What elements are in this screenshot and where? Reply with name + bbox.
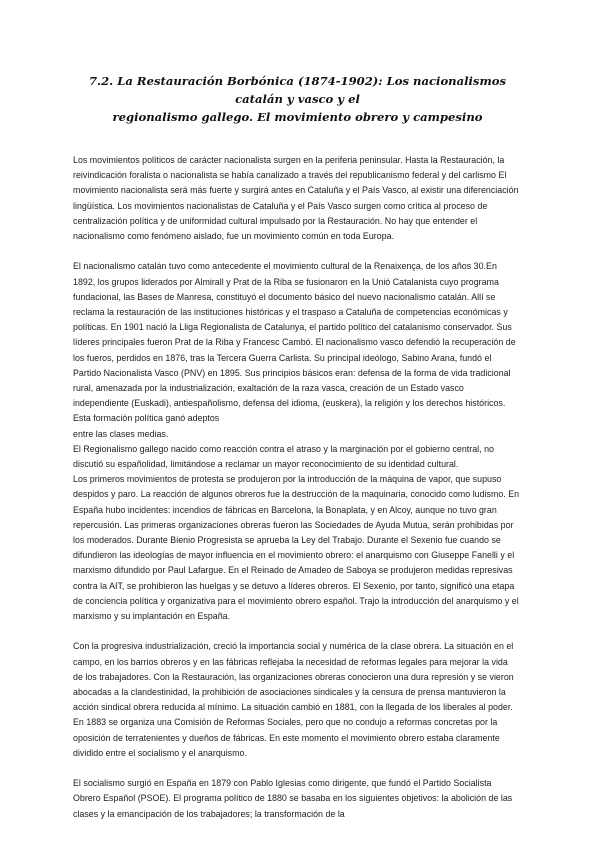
document-body [73, 153, 520, 822]
paragraph-clases-medias: entre las clases medias. [73, 428, 169, 439]
paragraph-socialismo: El socialismo surgió en España en 1879 con Pablo Iglesias como dirigente, que fundó el Partido Socialista Obrero Español (PSOE). El programa político de 1880 se basaba en los siguientes objetivos: la abolición de las clases y la emancipación de los trabajadores; la transformación de la [73, 778, 513, 819]
paragraph-primeros-movimientos: Los primeros movimientos de protesta se produjeron por la introducción de la máquina de vapor, que supuso despidos y paro. La reacción de algunos obreros fue la destrucción de la maquinaria, conocido como ludismo. En España hubo incidentes: incendios de fábricas en Barcelona, la Bonaplata, y en Alcoy, aunque no tuvo gran repercusión. Las primeras organizaciones obreras fueron las Sociedades de Ayuda Mutua, serán prohibidas por los moderados. Durante Bienio Progresista se aprueba la Ley del Trabajo. Durante el Sexenio fue cuando se difundieron las ideologías de mayor influencia en el movimiento obrero: el anarquismo con Giuseppe Fanelli y el marxismo difundido por Paul Lafargue. En el Reinado de Amadeo de Saboya se produjeron medidas represivas contra la AIT, se prohibieron las huelgas y se detuvo a líderes obreros. El Sexenio, por tanto, significó una etapa de conciencia política y organizativa para el movimiento obrero español. Trajo la introducción del anarquismo y el marxismo y su implantación en España. [73, 474, 520, 622]
title-line-2: regionalismo gallego. El movimiento obrero y campesino [112, 110, 483, 124]
page-title [73, 72, 520, 126]
paragraph-industrializacion: Con la progresiva industrialización, creció la importancia social y numérica de la clase obrera. La situación en el campo, en los barrios obreros y en las fábricas reflejaba la necesidad de reformas legales para mejorar la vida de los trabajadores. Con la Restauración, las organizaciones obreras conocieron una dura represión y se vieron abocadas a la clandestinidad, la prohibición de asociaciones sindicales y la censura de prensa mantuvieron la acción sindical obrera reducida al mínimo. La situación cambió en 1881, con la llegada de los liberales al poder. En 1883 se organiza una Comisión de Reformas Sociales, pero que no condujo a reformas concretas por la oposición de terratenientes y dueños de fábricas. En este momento el movimiento obrero estaba claramente dividido entre el socialismo y el anarquismo. [73, 641, 514, 758]
paragraph-regionalismo-gallego: El Regionalismo gallego nacido como reacción contra el atraso y la marginación por el gobierno central, no discutió su españolidad, limitándose a reclamar un mayor reconocimiento de su identidad cultural. [73, 443, 494, 470]
title-line-1: 7.2. La Restauración Borbónica (1874-1902): Los nacionalismos catalán y vasco y el [88, 74, 506, 106]
paragraph-nacionalismo-catalan-vasco: El nacionalismo catalán tuvo como antecedente el movimiento cultural de la Renaixença, de los años 30.En 1892, los grupos liderados por Almirall y Prat de la Riba se fusionaron en la Unió Catalanista cuyo programa fundacional, las Bases de Manresa, constituyó el documento básico del nuevo nacionalismo catalán. Allí se reclama la restauración de las instituciones históricas y el traspaso a Cataluña de competencias económicas y políticas. En 1901 nació la Lliga Regionalista de Catalunya, el partido político del catalanismo conservador. Sus líderes principales fueron Prat de la Riba y Francesc Cambó. El nacionalismo vasco defendió la recuperación de los fueros, perdidos en 1876, tras la Tercera Guerra Carlista. Su principal ideólogo, Sabino Arana, fundó el Partido Nacionalista Vasco (PNV) en 1895. Sus principios básicos eran: defensa de la forma de vida tradicional rural, amenazada por la industrialización, exaltación de la raza vasca, creación de un Estado vasco independiente (Euskadi), antiespañolismo, defensa del idioma, (euskera), la religión y los derechos históricos. Esta formación política ganó adeptos [73, 261, 516, 424]
paragraph-intro: Los movimientos políticos de carácter nacionalista surgen en la periferia peninsular. Hasta la Restauración, la reivindicación foralista o nacionalista se había canalizado a través del republicanismo federal y del carlismo El movimiento nacionalista será más fuerte y surgirá antes en Cataluña y el País Vasco, al existir una diferenciación lingüística. Los movimientos nacionalistas de Cataluña y el País Vasco surgen como crítica al proceso de centralización política y de uniformidad cultural impulsado por la Restauración. No hay que entender el nacionalismo como fenómeno aislado, fue un movimiento común en toda Europa. [73, 155, 519, 242]
